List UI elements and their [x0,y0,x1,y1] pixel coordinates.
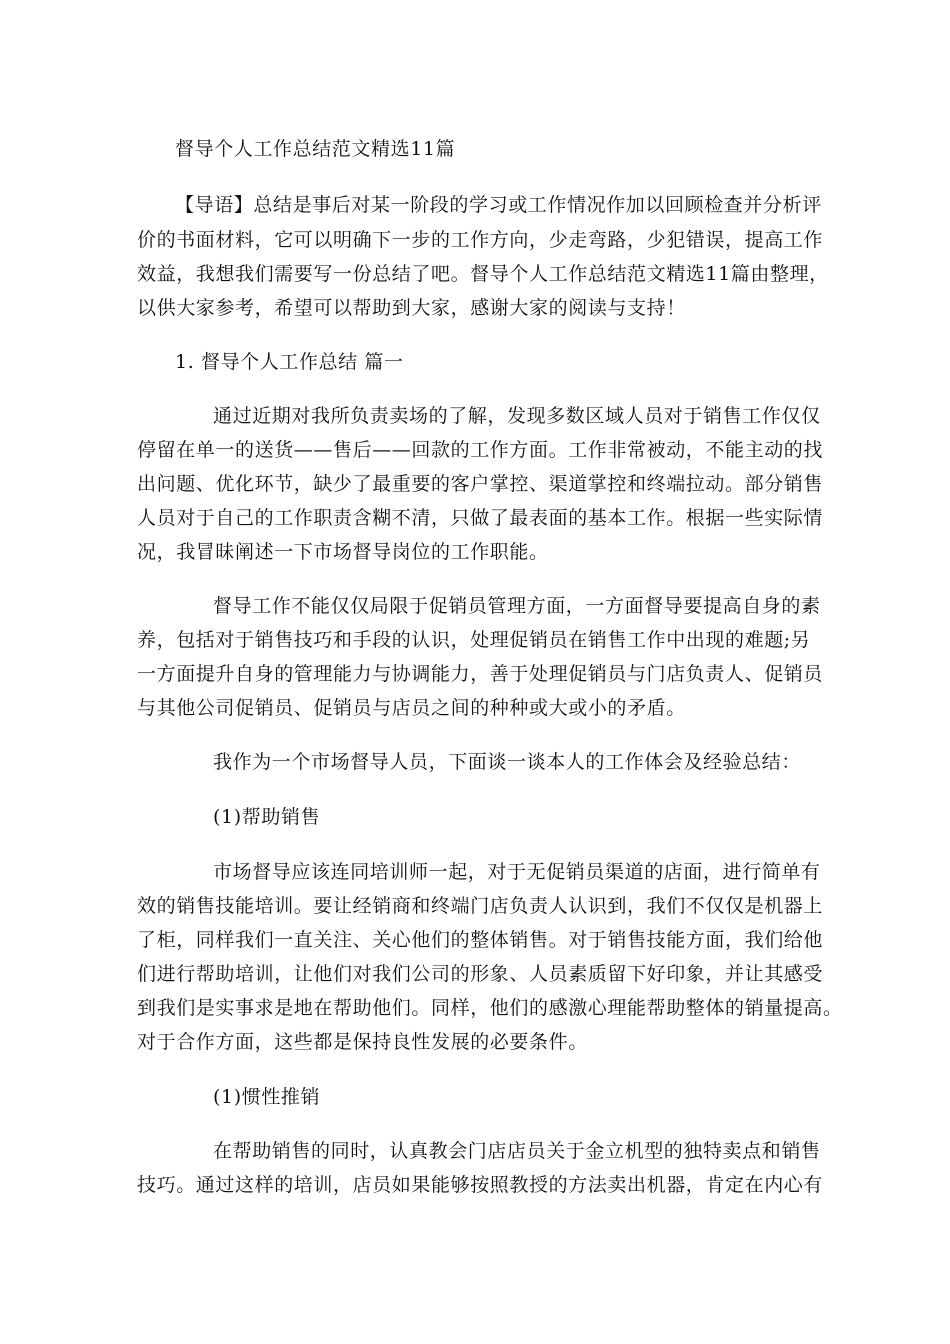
paragraph-line: 人员对于自己的工作职责含糊不清，只做了最表面的基本工作。根据一些实际情 [137,507,824,529]
paragraph-line: 在帮助销售的同时，认真教会门店店员关于金立机型的独特卖点和销售 [213,1140,821,1162]
intro-line: 【导语】总结是事后对某一阶段的学习或工作情况作加以回顾检查并分析评 [175,194,822,216]
paragraph-line: 与其他公司促销员、促销员与店员之间的种种或大或小的矛盾。 [137,697,686,719]
paragraph-line: 我作为一个市场督导人员，下面谈一谈本人的工作体会及经验总结： [213,751,802,773]
paragraph-line: 到我们是实事求是地在帮助他们。同样，他们的感激心理能帮助整体的销量提高。 [137,997,843,1019]
paragraph-line: 一方面提升自身的管理能力与协调能力，善于处理促销员与门店负责人、促销员 [137,663,824,685]
paragraph-line: 督导工作不能仅仅局限于促销员管理方面，一方面督导要提高自身的素 [213,595,821,617]
page-title: 督导个人工作总结范文精选11篇 [175,138,456,160]
section-heading: 1. 督导个人工作总结 篇一 [175,351,404,373]
subheading: (1)帮助销售 [213,806,321,828]
intro-line: 价的书面材料，它可以明确下一步的工作方向，少走弯路，少犯错误，提高工作 [137,229,824,251]
intro-line: 效益，我想我们需要写一份总结了吧。督导个人工作总结范文精选11篇由整理， [137,263,829,285]
paragraph-line: 通过近期对我所负责卖场的了解，发现多数区域人员对于销售工作仅仅 [213,405,821,427]
subheading: (1)惯性推销 [213,1086,321,1108]
paragraph-line: 养，包括对于销售技巧和手段的认识，处理促销员在销售工作中出现的难题;另 [137,629,811,651]
intro-line: 以供大家参考，希望可以帮助到大家，感谢大家的阅读与支持！ [137,297,686,319]
paragraph-line: 停留在单一的送货——售后——回款的工作方面。工作非常被动，不能主动的找 [137,439,824,461]
paragraph-line: 了柜，同样我们一直关注、关心他们的整体销售。对于销售技能方面，我们给他 [137,929,824,951]
paragraph-line: 况，我冒昧阐述一下市场督导岗位的工作职能。 [137,541,549,563]
paragraph-line: 效的销售技能培训。要让经销商和终端门店负责人认识到，我们不仅仅是机器上 [137,895,824,917]
paragraph-line: 出问题、优化环节，缺少了最重要的客户掌控、渠道掌控和终端拉动。部分销售 [137,473,824,495]
paragraph-line: 们进行帮助培训，让他们对我们公司的形象、人员素质留下好印象，并让其感受 [137,963,824,985]
paragraph-line: 技巧。通过这样的培训，店员如果能够按照教授的方法卖出机器，肯定在内心有 [137,1174,824,1196]
paragraph-line: 市场督导应该连同培训师一起，对于无促销员渠道的店面，进行简单有 [213,861,821,883]
paragraph-line: 对于合作方面，这些都是保持良性发展的必要条件。 [137,1031,588,1053]
